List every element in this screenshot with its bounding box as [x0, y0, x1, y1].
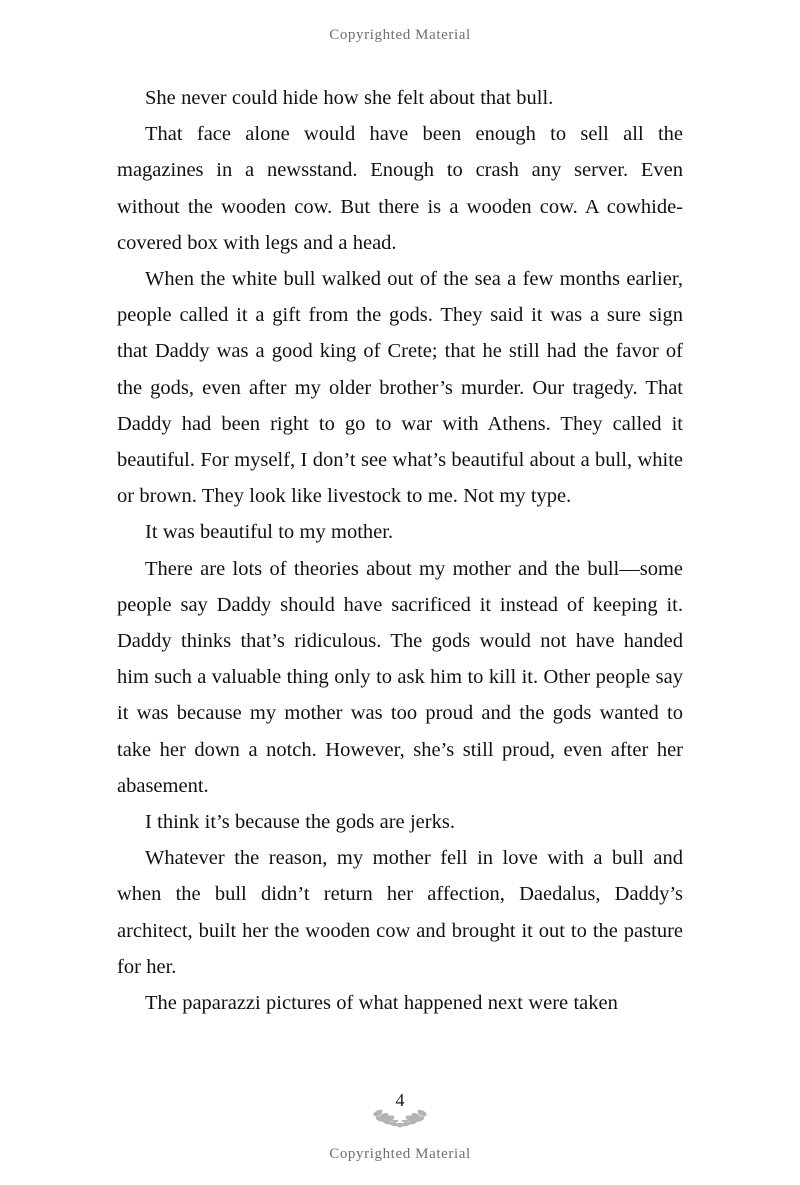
paragraph: That face alone would have been enough to sell all the magazines in a newsstand. Enough to crash any server. Even without the wooden cow. But there is a wooden cow. A cowhide-covered box with legs and a head. — [117, 123, 683, 254]
paragraph: It was beautiful to my mother. — [145, 521, 394, 544]
paragraph: I think it’s because the gods are jerks. — [145, 811, 455, 834]
page-footer — [0, 1090, 800, 1163]
top-watermark: Copyrighted Material — [329, 27, 471, 43]
paragraph: When the white bull walked out of the sea a few months earlier, people called it a gift from the gods. They said it was a sure sign that Daddy was a good king of Crete; that he still had the favor of the gods, even after my older brother’s murder. Our tragedy. That Daddy had been right to go to war with Athens. They called it beautiful. For myself, I don’t see what’s beautiful about a bull, white or brown. They look like livestock to me. Not my type. — [117, 268, 683, 508]
page-number: 4 — [395, 1090, 405, 1110]
paragraph: She never could hide how she felt about that bull. — [145, 87, 554, 109]
bottom-watermark: Copyrighted Material — [329, 1146, 471, 1162]
paragraph: There are lots of theories about my mother and the bull—some people say Daddy should have sacrificed it instead of keeping it. Daddy thinks that’s ridiculous. The gods would not have handed him such a valuable thing only to ask him to kill it. Other people say it was because my mother was too proud and the gods wanted to take her down a notch. However, she’s still proud, even after her abasement. — [117, 557, 683, 797]
paragraph: Whatever the reason, my mother fell in love with a bull and when the bull didn’t return her affection, Daedalus, Daddy’s architect, built her the wooden cow and brought it out to the pasture for her. — [117, 847, 683, 978]
laurel-ornament-icon — [352, 1106, 448, 1132]
folio — [0, 1090, 800, 1132]
page-body — [117, 44, 683, 1090]
paragraph: The paparazzi pictures of what happened next were taken — [145, 992, 618, 1015]
